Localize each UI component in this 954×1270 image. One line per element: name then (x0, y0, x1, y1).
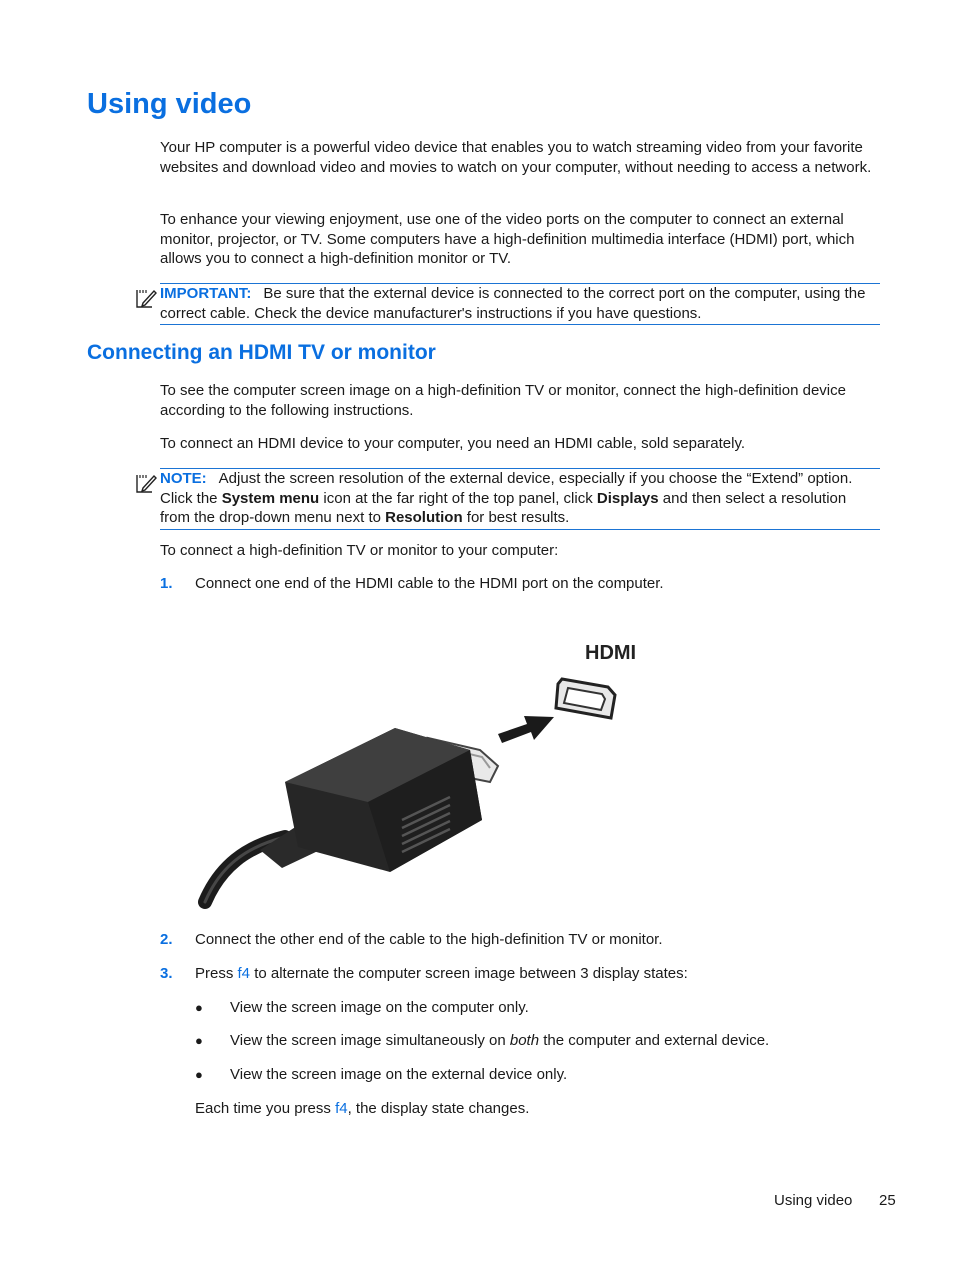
important-text: Be sure that the external device is connected to the correct port on the computer, using the correct cable. Check the device manufacturer's instructions if you have questions. (160, 285, 866, 322)
hdmi-cable-illustration (190, 632, 650, 912)
note-text: for best results. (462, 509, 570, 526)
intro-paragraph-2: To enhance your viewing enjoyment, use one of the video ports on the computer to connect an external monitor, projector, or TV. Some computers have a high-definition multimedia interface (HDMI) port, which allows you to connect a high-definition monitor or TV. (160, 211, 855, 267)
hdmi-label: HDMI (585, 642, 637, 664)
note-text: icon at the far right of the top panel, click (319, 489, 597, 507)
section-paragraph-2: To connect an HDMI device to your computer, you need an HDMI cable, sold separately. (160, 435, 746, 452)
note-pencil-icon (134, 286, 158, 310)
step-text-part: Press (195, 965, 238, 982)
insert-arrow-icon (498, 716, 554, 743)
bullet-text-part: View the screen image simultaneously on (230, 1032, 510, 1049)
step-text: Connect the other end of the cable to the high-definition TV or monitor. (195, 931, 663, 948)
closing-paragraph (195, 1099, 907, 1119)
note-pencil-icon (134, 471, 158, 495)
note-text: Adjust the screen resolution of the external device, especially if you choose the “Extend” option. Click the (160, 470, 853, 507)
important-label: IMPORTANT: (160, 285, 252, 302)
step-text-part: to alternate the computer screen image between 3 display states: (250, 965, 688, 982)
bullet-text: View the screen image on the computer only. (230, 999, 529, 1016)
hdmi-port-icon (556, 679, 615, 718)
bullet-text: View the screen image on the external device only. (230, 1066, 568, 1083)
section-paragraph-1: To see the computer screen image on a high-definition TV or monitor, connect the high-definition device according to the following instructions. (160, 382, 846, 419)
step-number: 3. (160, 965, 173, 982)
f4-key-link[interactable]: f4 (237, 965, 251, 982)
closing-text-part: , the display state changes. (347, 1100, 530, 1117)
step-number: 2. (160, 931, 173, 948)
bullet-dot: ● (195, 1000, 203, 1015)
bullet-dot: ● (195, 1067, 203, 1082)
important-notice (160, 283, 880, 325)
steps-intro: To connect a high-definition TV or monitor to your computer: (160, 542, 559, 559)
note-bold-resolution: Resolution (385, 509, 463, 526)
step-number: 1. (160, 575, 173, 592)
bullet-text (230, 1031, 769, 1051)
note-bold-system-menu: System menu (221, 489, 320, 507)
note-box (160, 468, 880, 530)
note-bold-displays: Displays (596, 489, 659, 507)
f4-key-link[interactable]: f4 (335, 1100, 348, 1117)
step-text (195, 964, 875, 984)
page-title: Using video (87, 88, 252, 120)
hdmi-plug-body (285, 728, 482, 872)
bullet-emphasis: both (509, 1032, 540, 1049)
footer-page-number: 25 (879, 1192, 896, 1209)
closing-text-part: Each time you press (195, 1100, 336, 1117)
bullet-text-part: the computer and external device. (539, 1032, 770, 1049)
note-text: and then select a resolution from the drop-down menu next to (160, 489, 847, 526)
footer-section-name: Using video (774, 1192, 853, 1209)
intro-paragraph-1: Your HP computer is a powerful video device that enables you to watch streaming video from your favorite websites and download video and movies to watch on your computer, without needing to access a network. (160, 139, 872, 176)
step-text: Connect one end of the HDMI cable to the HDMI port on the computer. (195, 575, 664, 592)
section-heading: Connecting an HDMI TV or monitor (87, 341, 436, 364)
bullet-dot: ● (195, 1033, 203, 1048)
note-label: NOTE: (160, 470, 207, 487)
